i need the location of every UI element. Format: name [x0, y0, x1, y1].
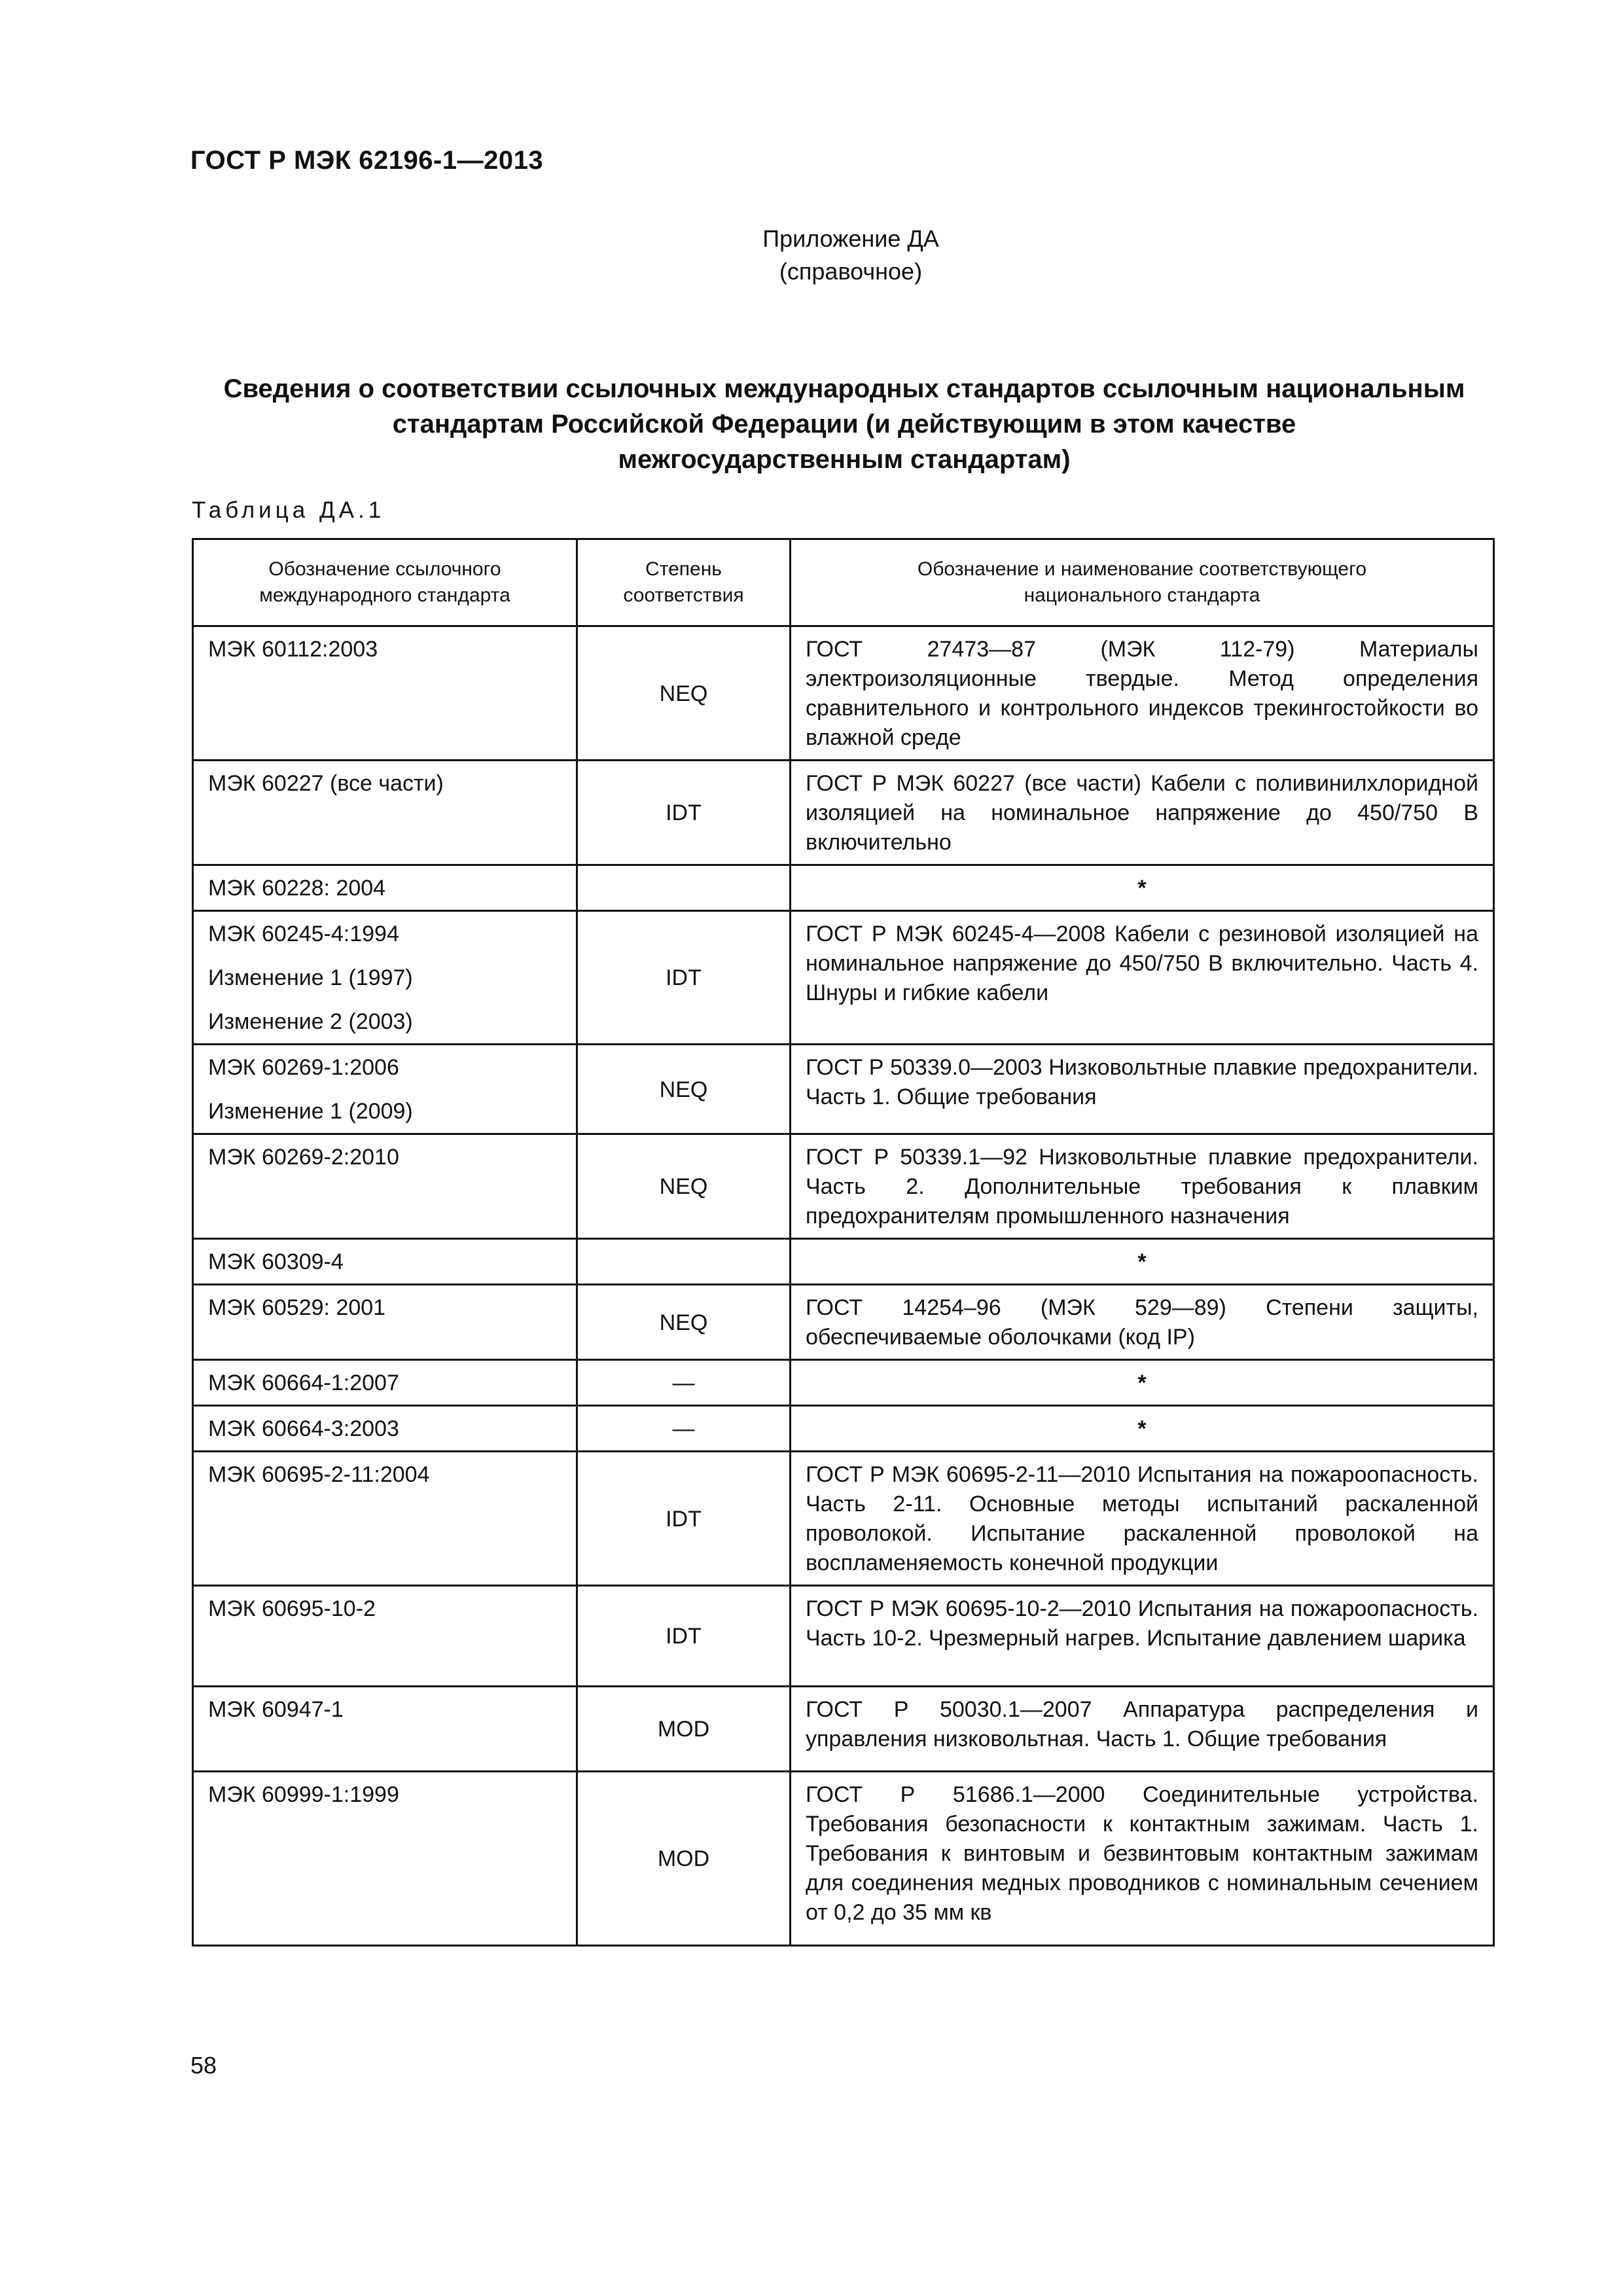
- national-standard-cell: ГОСТ Р 51686.1—2000 Соединительные устройства. Требования безопасности к контактным зажимам. Часть 1. Требования к винтовым и безвинтовым контактным зажимам для соединения медных проводников с номинальным сечением от 0,2 до 35 мм кв: [791, 1772, 1494, 1946]
- degree-cell: NEQ: [577, 1045, 791, 1134]
- table-row: [193, 1452, 1494, 1586]
- header-intl-standard: [193, 539, 577, 626]
- intl-standard-line: МЭК 60529: 2001: [208, 1295, 386, 1320]
- intl-standard-line: Изменение 1 (1997): [208, 965, 413, 990]
- appendix-title: Приложение ДА: [762, 225, 939, 252]
- table-row: [193, 1406, 1494, 1452]
- intl-standard-cell: [193, 1452, 577, 1586]
- intl-standard-cell: [193, 761, 577, 865]
- table-row: [193, 1239, 1494, 1285]
- section-heading: [196, 371, 1492, 477]
- table-row: [193, 1687, 1494, 1772]
- degree-cell: IDT: [577, 1586, 791, 1687]
- table-row: [193, 626, 1494, 761]
- header-line: Обозначение ссылочного: [268, 558, 501, 580]
- intl-standard-line: МЭК 60947-1: [208, 1697, 344, 1722]
- intl-standard-line: МЭК 60269-2:2010: [208, 1145, 399, 1170]
- document-code: ГОСТ Р МЭК 62196-1—2013: [190, 146, 544, 175]
- intl-standard-cell: [193, 1134, 577, 1239]
- intl-standard-cell: [193, 1586, 577, 1687]
- degree-cell: —: [577, 1406, 791, 1452]
- degree-cell: [577, 1239, 791, 1285]
- national-standard-cell: *: [791, 1406, 1494, 1452]
- header-degree: [577, 539, 791, 626]
- header-line: соответствия: [623, 584, 744, 606]
- intl-standard-line: МЭК 60112:2003: [208, 637, 378, 662]
- intl-standard-line: МЭК 60227 (все части): [208, 771, 444, 796]
- intl-standard-line: МЭК 60664-1:2007: [208, 1371, 399, 1395]
- national-standard-cell: ГОСТ Р МЭК 60695-2-11—2010 Испытания на пожароопасность. Часть 2-11. Основные методы испытаний раскаленной проволокой. Испытание раскаленной проволокой на воспламеняемость конечной продукции: [791, 1452, 1494, 1586]
- header-national-standard: [791, 539, 1494, 626]
- table-row: [193, 1045, 1494, 1134]
- intl-standard-cell: [193, 1285, 577, 1360]
- national-standard-cell: ГОСТ Р 50339.0—2003 Низковольтные плавкие предохранители. Часть 1. Общие требования: [791, 1045, 1494, 1134]
- national-standard-cell: ГОСТ Р 50339.1—92 Низковольтные плавкие предохранители. Часть 2. Дополнительные требования к плавким предохранителям промышленного назначения: [791, 1134, 1494, 1239]
- table-row: [193, 911, 1494, 1045]
- page-number: 58: [190, 2052, 217, 2079]
- national-standard-cell: *: [791, 1360, 1494, 1406]
- degree-cell: MOD: [577, 1772, 791, 1946]
- standards-table: [192, 538, 1495, 1946]
- table-row: [193, 1134, 1494, 1239]
- intl-standard-cell: [193, 1772, 577, 1946]
- table-row: [193, 1360, 1494, 1406]
- header-line: Степень: [645, 558, 722, 580]
- intl-standard-cell: [193, 1239, 577, 1285]
- national-standard-cell: ГОСТ 14254–96 (МЭК 529—89) Степени защиты, обеспечиваемые оболочками (код IP): [791, 1285, 1494, 1360]
- heading-line: Сведения о соответствии ссылочных международных стандартов ссылочным национальным: [223, 374, 1465, 403]
- degree-cell: NEQ: [577, 1134, 791, 1239]
- intl-standard-line: МЭК 60245-4:1994: [208, 922, 399, 946]
- header-line: национального стандарта: [1024, 584, 1260, 606]
- national-standard-cell: ГОСТ Р МЭК 60227 (все части) Кабели с поливинилхлоридной изоляцией на номинальное напряжение до 450/750 В включительно: [791, 761, 1494, 865]
- table-row: [193, 865, 1494, 911]
- degree-cell: [577, 865, 791, 911]
- national-standard-cell: ГОСТ 27473—87 (МЭК 112-79) Материалы электроизоляционные твердые. Метод определения сравнительного и контрольного индексов трекингостойкости во влажной среде: [791, 626, 1494, 761]
- table-row: [193, 1586, 1494, 1687]
- degree-cell: IDT: [577, 1452, 791, 1586]
- intl-standard-line: МЭК 60695-2-11:2004: [208, 1462, 430, 1487]
- degree-cell: MOD: [577, 1687, 791, 1772]
- national-standard-cell: ГОСТ Р 50030.1—2007 Аппаратура распределения и управления низковольтная. Часть 1. Общие требования: [791, 1687, 1494, 1772]
- intl-standard-cell: [193, 1406, 577, 1452]
- intl-standard-cell: [193, 1360, 577, 1406]
- degree-cell: —: [577, 1360, 791, 1406]
- national-standard-cell: *: [791, 1239, 1494, 1285]
- degree-cell: NEQ: [577, 626, 791, 761]
- header-line: международного стандарта: [259, 584, 510, 606]
- header-line: Обозначение и наименование соответствующего: [917, 558, 1367, 580]
- national-standard-cell: *: [791, 865, 1494, 911]
- national-standard-cell: ГОСТ Р МЭК 60695-10-2—2010 Испытания на пожароопасность. Часть 10-2. Чрезмерный нагрев. Испытание давлением шарика: [791, 1586, 1494, 1687]
- intl-standard-line: МЭК 60228: 2004: [208, 876, 386, 901]
- table-header-row: [193, 539, 1494, 626]
- national-standard-cell: ГОСТ Р МЭК 60245-4—2008 Кабели с резиновой изоляцией на номинальное напряжение до 450/750 В включительно. Часть 4. Шнуры и гибкие кабели: [791, 911, 1494, 1045]
- table-caption: Таблица ДА.1: [192, 497, 385, 523]
- intl-standard-cell: [193, 626, 577, 761]
- degree-cell: NEQ: [577, 1285, 791, 1360]
- intl-standard-line: МЭК 60695-10-2: [208, 1596, 376, 1621]
- appendix-block: [0, 223, 1623, 288]
- intl-standard-line: Изменение 2 (2003): [208, 1009, 413, 1034]
- intl-standard-cell: [193, 911, 577, 1045]
- heading-line: стандартам Российской Федерации (и действующим в этом качестве: [392, 410, 1296, 439]
- intl-standard-line: МЭК 60309-4: [208, 1249, 344, 1274]
- intl-standard-cell: [193, 1687, 577, 1772]
- table-row: [193, 1285, 1494, 1360]
- intl-standard-line: Изменение 1 (2009): [208, 1099, 413, 1124]
- intl-standard-line: МЭК 60999-1:1999: [208, 1782, 399, 1807]
- appendix-note: (справочное): [779, 258, 923, 285]
- heading-line: межгосударственным стандартам): [618, 445, 1071, 474]
- degree-cell: IDT: [577, 911, 791, 1045]
- table-row: [193, 761, 1494, 865]
- intl-standard-cell: [193, 865, 577, 911]
- degree-cell: IDT: [577, 761, 791, 865]
- intl-standard-line: МЭК 60269-1:2006: [208, 1055, 399, 1080]
- intl-standard-line: МЭК 60664-3:2003: [208, 1416, 399, 1441]
- intl-standard-cell: [193, 1045, 577, 1134]
- table-row: [193, 1772, 1494, 1946]
